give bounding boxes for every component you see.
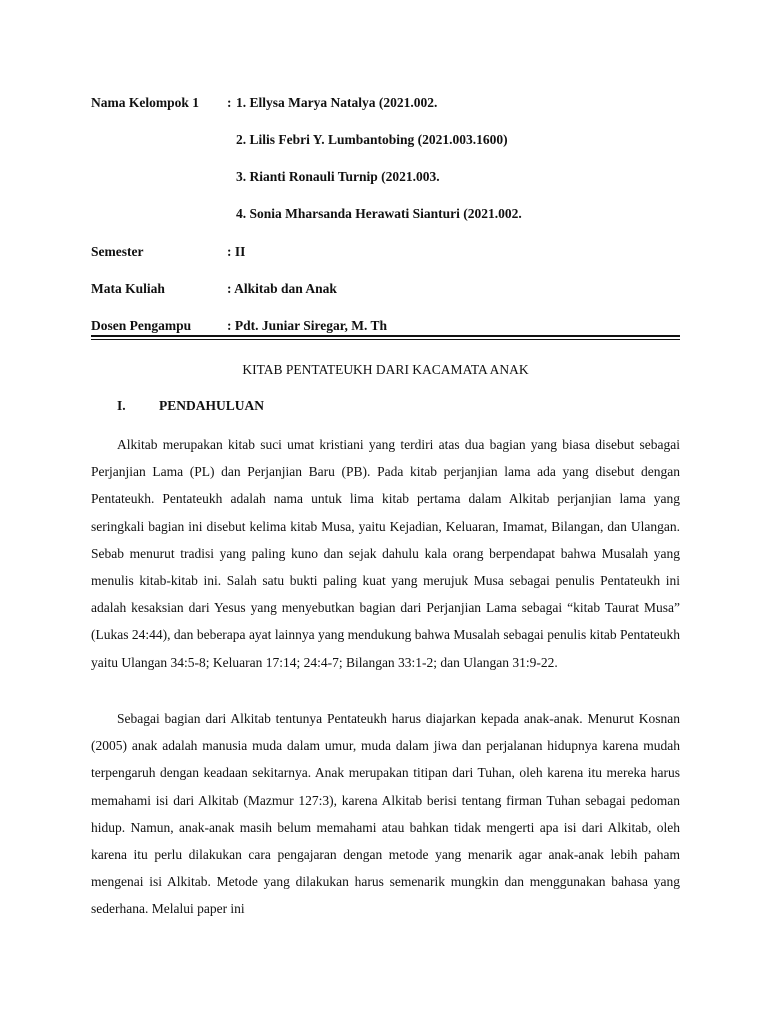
section-heading [117, 398, 264, 414]
lecturer-row [91, 318, 387, 334]
semester-label: Semester [91, 244, 144, 259]
course-value: : Alkitab dan Anak [227, 281, 337, 296]
member-1: 1. Ellysa Marya Natalya (2021.002. [236, 95, 438, 110]
document-title: KITAB PENTATEUKH DARI KACAMATA ANAK [242, 362, 529, 377]
semester-row [91, 244, 245, 260]
header-divider [91, 335, 680, 340]
group-row [91, 95, 232, 111]
member-3: 3. Rianti Ronauli Turnip (2021.003. [236, 169, 440, 184]
section-number: I. [117, 398, 126, 413]
lecturer-label: Dosen Pengampu [91, 318, 192, 333]
member-2: 2. Lilis Febri Y. Lumbantobing (2021.003.1600) [236, 132, 508, 147]
group-separator: : [227, 95, 232, 110]
semester-value: : II [227, 244, 246, 259]
member-4: 4. Sonia Mharsanda Herawati Sianturi (2021.002. [236, 206, 522, 221]
group-label: Nama Kelompok 1 [91, 95, 199, 110]
paragraph-1: Alkitab merupakan kitab suci umat kristiani yang terdiri atas dua bagian yang biasa disebut sebagai Perjanjian Lama (PL) dan Perjanjian Baru (PB). Pada kitab perjanjian lama ada yang disebut dengan Pentateukh. Pentateukh adalah nama untuk lima kitab pertama dalam Alkitab perjanjian lama yang seringkali bagian ini disebut kelima kitab Musa, yaitu Kejadian, Keluaran, Imamat, Bilangan, dan Ulangan. Sebab menurut tradisi yang paling kuno dan sejak dahulu kala orang berpendapat bahwa Musalah yang menulis kitab-kitab ini. Salah satu bukti paling kuat yang merujuk Musa sebagai penulis Pentateukh ini adalah kesaksian dari Yesus yang menyebutkan bagian dari Perjanjian Lama sebagai “kitab Taurat Musa” (Lukas 24:44), dan beberapa ayat lainnya yang mendukung bahwa Musalah sebagai penulis kitab Pentateukh yaitu Ulangan 34:5-8; Keluaran 17:14; 24:4-7; Bilangan 33:1-2; dan Ulangan 31:9-22. [91, 437, 680, 670]
section-title: PENDAHULUAN [159, 398, 265, 413]
course-label: Mata Kuliah [91, 281, 165, 296]
course-row [91, 281, 337, 297]
lecturer-value: : Pdt. Juniar Siregar, M. Th [227, 318, 388, 333]
paragraph-2: Sebagai bagian dari Alkitab tentunya Pentateukh harus diajarkan kepada anak-anak. Menurut Kosnan (2005) anak adalah manusia muda dalam umur, muda dalam jiwa dan perjalanan hidupnya karena mudah terpengaruh dengan keadaan sekitarnya. Anak merupakan titipan dari Tuhan, oleh karena itu mereka harus memahami isi dari Alkitab (Mazmur 127:3), karena Alkitab berisi tentang firman Tuhan sebagai pedoman hidup. Namun, anak-anak masih belum memahami atau bahkan tidak mengerti apa isi dari Alkitab, oleh karena itu perlu dilakukan cara pengajaran dengan metode yang menarik agar anak-anak lebih paham mengenai isi Alkitab. Metode yang dilakukan harus semenarik mungkin dan menggunakan bahasa yang sederhana. Melalui paper ini [91, 711, 680, 917]
